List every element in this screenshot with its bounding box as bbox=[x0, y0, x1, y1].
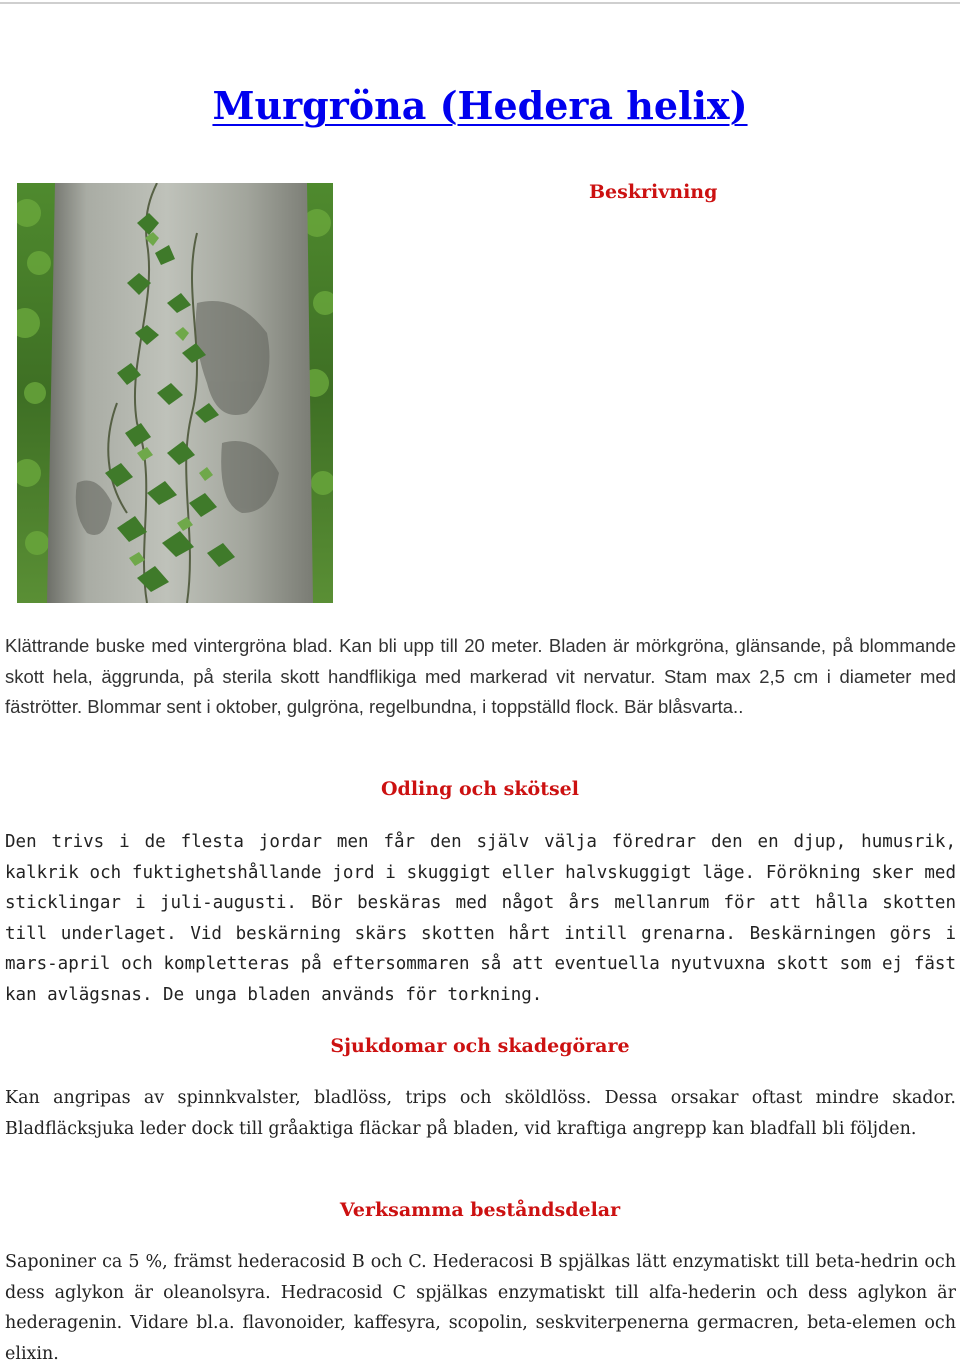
heading-odling: Odling och skötsel bbox=[381, 778, 579, 800]
paragraph-odling: Den trivs i de flesta jordar men får den själv välja föredrar den en djup, humusrik, kalkrik och fuktighetshållande jord i skuggigt eller halvskuggigt läge. Förökning sker med sticklingar i juli-augusti. Bör beskäras med något års mellanrum för att hålla skotten till underlaget. Vid beskärning skärs skotten hårt intill grenarna. Beskärningen görs i mars-april och kompletteras på eftersommaren så att eventuella nyutvuxna skott som ej fäst kan avlägsnas. De unga bladen används för torkning. bbox=[5, 832, 956, 1005]
ivy-photo bbox=[17, 183, 333, 603]
heading-verksamma: Verksamma beståndsdelar bbox=[339, 1199, 621, 1221]
heading-beskrivning: Beskrivning bbox=[589, 181, 718, 203]
paragraph-sjukdomar: Kan angripas av spinnkvalster, bladlöss, trips och sköldlöss. Dessa orsakar oftast mindre skador. Bladfläcksjuka leder dock till gråaktiga fläckar på bladen, vid kraftiga angrepp kan bladfall bli följden. bbox=[5, 1088, 956, 1139]
ivy-on-tree-trunk-photo bbox=[17, 183, 333, 603]
top-rule bbox=[0, 2, 960, 4]
paragraph-verksamma: Saponiner ca 5 %, främst hederacosid B och C. Hederacosi B spjälkas lätt enzymatiskt till beta-hedrin och dess aglykon är oleanolsyra. Hedracosid C spjälkas enzymatiskt till alfa-hederin och dess aglykon är hederagenin. Vidare bl.a. flavonoider, kaffesyra, scopolin, seskviterpenerna germacren, beta-elemen och elixin. bbox=[5, 1252, 956, 1364]
page-title[interactable]: Murgröna (Hedera helix) bbox=[212, 83, 748, 128]
paragraph-beskrivning: Klättrande buske med vintergröna blad. Kan bli upp till 20 meter. Bladen är mörkgröna, glänsande, på blommande skott hela, äggrunda, på sterila skott handflikiga med markerad vit nervatur. Stam max 2,5 cm i diameter med fäströtter. Blommar sent i oktober, gulgröna, regelbundna, i toppställd flock. Bär blåsvarta.. bbox=[5, 635, 956, 717]
heading-sjukdomar: Sjukdomar och skadegörare bbox=[330, 1035, 630, 1057]
